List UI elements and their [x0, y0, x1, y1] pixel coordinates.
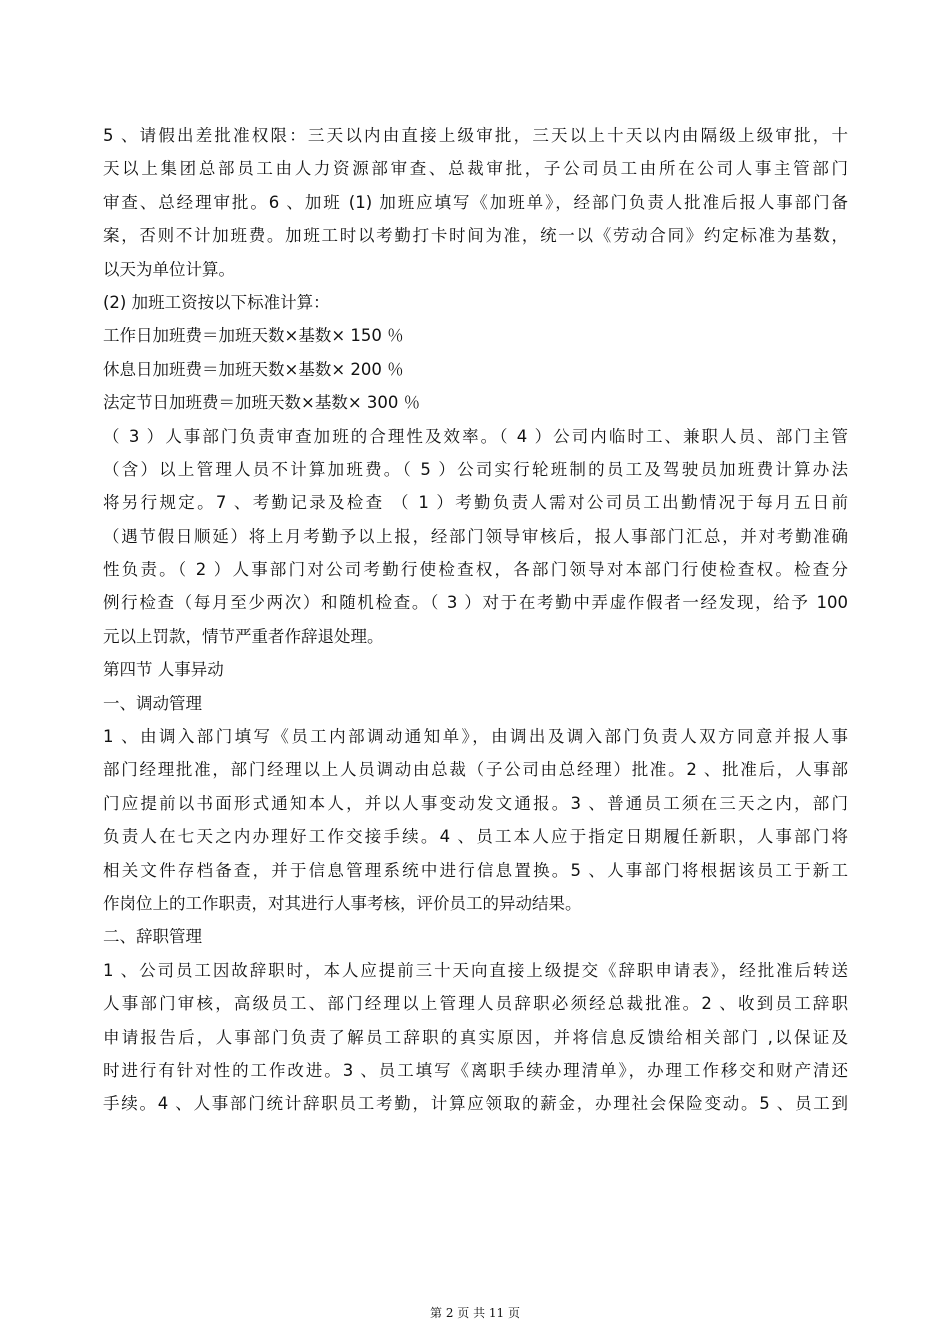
text-line: 天以上集团总部员工由人力资源部审查、总裁审批，子公司员工由所在公司人事主管部门	[103, 159, 848, 179]
text-line: 休息日加班费＝加班天数×基数× 200 ％	[103, 359, 404, 379]
text-line: 门应提前以书面形式通知本人，并以人事变动发文通报。3 、普通员工须在三天之内，部门	[103, 793, 848, 813]
text-line: 二、辞职管理	[103, 927, 202, 947]
text-line: （ 3 ）人事部门负责审查加班的合理性及效率。（ 4 ）公司内临时工、兼职人员、部门主管	[103, 426, 848, 446]
text-line: 法定节日加班费＝加班天数×基数× 300 ％	[103, 393, 421, 413]
text-line: 人事部门审核，高级员工、部门经理以上管理人员辞职必须经总裁批准。2 、收到员工辞职	[103, 994, 848, 1014]
text-line: （遇节假日顺延）将上月考勤予以上报，经部门领导审核后，报人事部门汇总，并对考勤准确	[103, 526, 848, 546]
text-line: 部门经理批准，部门经理以上人员调动由总裁（子公司由总经理）批准。2 、批准后，人事部	[103, 760, 848, 780]
text-line: 作岗位上的工作职责，对其进行人事考核，评价员工的异动结果。	[103, 893, 582, 913]
text-line: 负责人在七天之内办理好工作交接手续。4 、员工本人应于指定日期履任新职，人事部门将	[103, 827, 848, 847]
text-line: （含）以上管理人员不计算加班费。（ 5 ）公司实行轮班制的员工及驾驶员加班费计算办法	[103, 459, 848, 479]
text-line: 第四节 人事异动	[103, 660, 224, 680]
text-line: 审查、总经理审批。6 、加班 (1) 加班应填写《加班单》，经部门负责人批准后报人事部门备	[103, 192, 848, 212]
text-line: (2) 加班工资按以下标准计算：	[103, 292, 330, 312]
text-line: 以天为单位计算。	[103, 259, 235, 279]
text-line: 申请报告后，人事部门负责了解员工辞职的真实原因，并将信息反馈给相关部门 ,以保证及	[103, 1027, 848, 1047]
text-line: 1 、由调入部门填写《员工内部调动通知单》，由调出及调入部门负责人双方同意并报人事	[103, 727, 848, 747]
text-line: 例行检查（每月至少两次）和随机检查。（ 3 ）对于在考勤中弄虚作假者一经发现，给予 100	[103, 593, 848, 613]
text-line: 性负责。（ 2 ）人事部门对公司考勤行使检查权，各部门领导对本部门行使检查权。检查分	[103, 560, 848, 580]
text-line: 手续。4 、人事部门统计辞职员工考勤，计算应领取的薪金，办理社会保险变动。5 、员工到	[103, 1094, 848, 1114]
text-line: 一、调动管理	[103, 693, 202, 713]
text-line: 相关文件存档备查，并于信息管理系统中进行信息置换。5 、人事部门将根据该员工于新工	[103, 860, 848, 880]
text-line: 案，否则不计加班费。加班工时以考勤打卡时间为准，统一以《劳动合同》约定标准为基数，	[103, 226, 848, 246]
text-line: 5 、请假出差批准权限：三天以内由直接上级审批，三天以上十天以内由隔级上级审批，十	[103, 126, 848, 145]
text-line: 工作日加班费＝加班天数×基数× 150 ％	[103, 326, 404, 346]
text-line: 元以上罚款，情节严重者作辞退处理。	[103, 626, 384, 646]
text-line: 1 、公司员工因故辞职时，本人应提前三十天向直接上级提交《辞职申请表》，经批准后转送	[103, 960, 848, 980]
document-body	[103, 119, 848, 1121]
text-line: 将另行规定。7 、考勤记录及检查 （ 1 ）考勤负责人需对公司员工出勤情况于每月五日前	[103, 493, 848, 513]
text-line: 时进行有针对性的工作改进。3 、员工填写《离职手续办理清单》，办理工作移交和财产清还	[103, 1060, 848, 1080]
page-footer: 第 2 页 共 11 页	[430, 1306, 520, 1320]
